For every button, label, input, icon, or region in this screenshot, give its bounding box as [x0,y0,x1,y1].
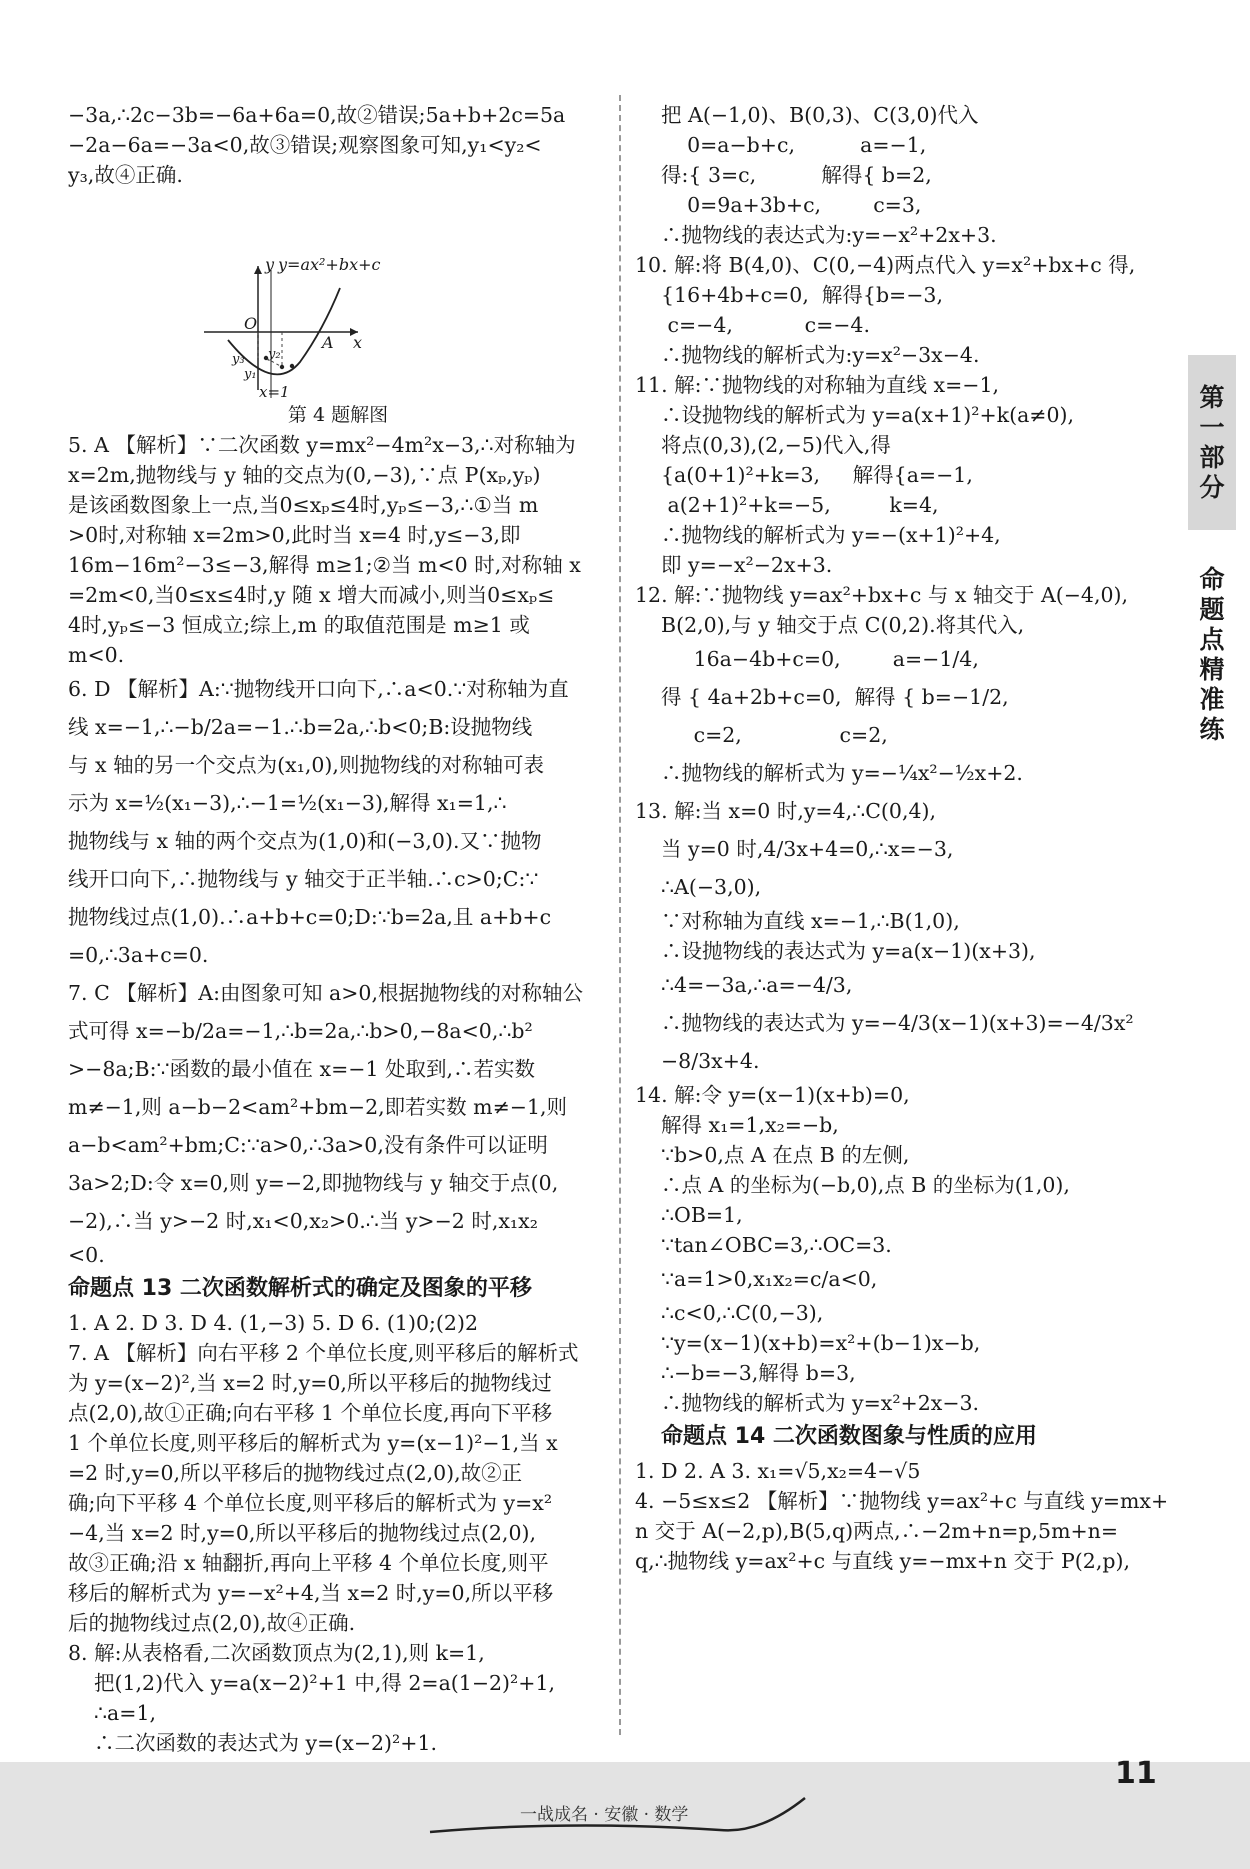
text-line: c=2, c=2, [661,723,888,747]
text-line: 当 y=0 时,4/3x+4=0,∴x=−3, [661,837,954,861]
text-line: ∴抛物线的解析式为 y=−¼x²−½x+2. [661,761,1023,785]
text-line: a−b<am²+bm;C:∵a>0,∴3a>0,没有条件可以证明 [68,1133,548,1157]
text-line: 与 x 轴的另一个交点为(x₁,0),则抛物线的对称轴可表 [68,753,544,777]
text-line: x=2m,抛物线与 y 轴的交点为(0,−3),∵点 P(xₚ,yₚ) [68,463,541,487]
side-tab-part [1188,355,1236,530]
text-line: {a(0+1)²+k=3, 解得{a=−1, [661,463,973,487]
column-divider [619,95,621,1735]
answer-block-q7 [68,974,608,1270]
text-line: 把 A(−1,0)、B(0,3)、C(3,0)代入 [661,103,979,127]
text-line: ∴−b=−3,解得 b=3, [661,1361,856,1385]
side-tab-char: 部 [1199,442,1225,472]
text-line: 抛物线过点(1,0).∴a+b+c=0;D:∵b=2a,且 a+b+c [68,905,552,929]
graph-origin: O [244,314,258,333]
text-line: ∴二次函数的表达式为 y=(x−2)²+1. [94,1731,438,1755]
text-line: 0=a−b+c, a=−1, [661,133,927,157]
text-line: 后的抛物线过点(2,0),故④正确. [68,1611,356,1635]
text-line: 式可得 x=−b/2a=−1,∴b=2a,∴b>0,−8a<0,∴b² [68,1019,533,1043]
parabola-figure [68,190,608,400]
text-line: q,∴抛物线 y=ax²+c 与直线 y=−mx+n 交于 P(2,p), [635,1549,1130,1573]
answer-block-q14 [635,1080,1180,1418]
text-line: m<0. [68,643,125,667]
side-tab-char: 题 [1199,595,1225,624]
answer-block-13-q7 [68,1338,608,1638]
text-line: ∵y=(x−1)(x+b)=x²+(b−1)x−b, [661,1331,981,1355]
text-line: ∴抛物线的解析式为:y=x²−3x−4. [661,343,980,367]
text-line: a(2+1)²+k=−5, k=4, [661,493,939,517]
side-tab-char: 精 [1199,655,1225,684]
text-line: 得:{ 3=c, 解得{ b=2, [661,163,932,187]
left-column [68,100,608,1788]
text-line: 故③正确;沿 x 轴翻折,再向上平移 4 个单位长度,则平 [68,1551,549,1575]
answer-block-q12 [635,580,1180,792]
text-line: =2 时,y=0,所以平移后的抛物线过点(2,0),故②正 [68,1461,523,1485]
text-line: m≠−1,则 a−b−2<am²+bm−2,即若实数 m≠−1,则 [68,1095,568,1119]
section-heading-14: 命题点 14 二次函数图象与性质的应用 [661,1424,1037,1449]
graph-equation: y=ax²+bx+c [278,255,381,274]
text-line: 7. C 【解析】A:由图象可知 a>0,根据抛物线的对称轴公 [68,981,583,1005]
answer-block-q4-end [68,100,608,190]
figure-caption: 第 4 题解图 [287,404,389,426]
answer-block-q9 [635,100,1180,250]
text-line: 为 y=(x−2)²,当 x=2 时,y=0,所以平移后的抛物线过 [68,1371,552,1395]
graph-y1-label: y₁ [244,367,257,382]
text-line: c=−4, c=−4. [661,313,870,337]
text-line: 移后的解析式为 y=−x²+4,当 x=2 时,y=0,所以平移 [68,1581,554,1605]
right-column [635,100,1180,1576]
text-line: −2),∴当 y>−2 时,x₁<0,x₂>0.∴当 y>−2 时,x₁x₂ [68,1209,538,1233]
text-line: ∵tan∠OBC=3,∴OC=3. [661,1233,892,1257]
side-tab-char: 分 [1199,472,1225,502]
text-line: ∴A(−3,0), [661,875,762,899]
text-line: ∴点 A 的坐标为(−b,0),点 B 的坐标为(1,0), [661,1173,1070,1197]
side-tab-char: 点 [1199,625,1225,654]
text-line: ∴a=1, [94,1701,157,1725]
text-line: 12. 解:∵抛物线 y=ax²+bx+c 与 x 轴交于 A(−4,0), [635,583,1129,607]
text-line: >−8a;B:∵函数的最小值在 x=−1 处取到,∴若实数 [68,1057,536,1081]
text-line: 11. 解:∵抛物线的对称轴为直线 x=−1, [635,373,1000,397]
text-line: 5. A 【解析】∵二次函数 y=mx²−4m²x−3,∴对称轴为 [68,433,576,457]
text-line: 7. A 【解析】向右平移 2 个单位长度,则平移后的解析式 [68,1341,579,1365]
text-line: 即 y=−x²−2x+3. [661,553,833,577]
side-tab-char: 命 [1199,565,1225,594]
text-line: ∴抛物线的表达式为 y=−4/3(x−1)(x+3)=−4/3x² [661,1011,1134,1035]
footer-brand: 一战成名 · 安徽 · 数学 [520,1805,689,1825]
answer-key-13: 1. A 2. D 3. D 4. (1,−3) 5. D 6. (1)0;(2)2 [68,1311,478,1335]
text-line: −4,当 x=2 时,y=0,所以平移后的抛物线过点(2,0), [68,1521,536,1545]
text-line: 1 个单位长度,则平移后的解析式为 y=(x−1)²−1,当 x [68,1431,558,1455]
text-line: ∴设抛物线的表达式为 y=a(x−1)(x+3), [661,939,1036,963]
text-line: ∵对称轴为直线 x=−1,∴B(1,0), [661,909,960,933]
answer-block-q11 [635,370,1180,580]
text-line: −3a,∴2c−3b=−6a+6a=0,故②错误;5a+b+2c=5a [68,103,566,127]
text-line: <0. [68,1243,105,1267]
side-tab-char: 一 [1199,412,1225,442]
text-line: ∴设抛物线的解析式为 y=a(x+1)²+k(a≠0), [661,403,1075,427]
side-tab-practice [1188,565,1236,745]
text-line: >0时,对称轴 x=2m>0,此时当 x=4 时,y≤−3,即 [68,523,521,547]
answer-block-q5 [68,430,608,670]
text-line: 点(2,0),故①正确;向右平移 1 个单位长度,再向下平移 [68,1401,553,1425]
text-line: B(2,0),与 y 轴交于点 C(0,2).将其代入, [661,613,1025,637]
graph-x-label: x [353,333,363,352]
text-line: 10. 解:将 B(4,0)、C(0,−4)两点代入 y=x²+bx+c 得, [635,253,1136,277]
text-line: n 交于 A(−2,p),B(5,q)两点,∴−2m+n=p,5m+n= [635,1519,1119,1543]
text-line: 解得 x₁=1,x₂=−b, [661,1113,839,1137]
page-number: 11 [1115,1756,1157,1791]
text-line: 8. 解:从表格看,二次函数顶点为(2,1),则 k=1, [68,1641,485,1665]
text-line: ∴抛物线的解析式为 y=x²+2x−3. [661,1391,980,1415]
text-line: 3a>2;D:令 x=0,则 y=−2,即抛物线与 y 轴交于点(0, [68,1171,559,1195]
text-line: ∴抛物线的表达式为:y=−x²+2x+3. [661,223,997,247]
text-line: =2m<0,当0≤x≤4时,y 随 x 增大而减小,则当0≤xₚ≤ [68,583,555,607]
side-tab-char: 第 [1199,382,1225,412]
graph-y2-label: y₂ [268,347,281,362]
text-line: 示为 x=½(x₁−3),∴−1=½(x₁−3),解得 x₁=1,∴ [68,791,507,815]
text-line: 把(1,2)代入 y=a(x−2)²+1 中,得 2=a(1−2)²+1, [94,1671,556,1695]
answer-key-14: 1. D 2. A 3. x₁=√5,x₂=4−√5 [635,1459,921,1483]
text-line: ∴OB=1, [661,1203,743,1227]
graph-axis-label: x=1 [259,383,290,401]
text-line: 线开口向下,∴抛物线与 y 轴交于正半轴.∴c>0;C:∵ [68,867,539,891]
text-line: y₃,故④正确. [68,163,183,187]
text-line: 4时,yₚ≤−3 恒成立;综上,m 的取值范围是 m≥1 或 [68,613,530,637]
answer-block-q6 [68,670,608,974]
text-line: 13. 解:当 x=0 时,y=4,∴C(0,4), [635,799,937,823]
text-line: 抛物线与 x 轴的两个交点为(1,0)和(−3,0).又∵抛物 [68,829,542,853]
text-line: 16m−16m²−3≤−3,解得 m≥1;②当 m<0 时,对称轴 x [68,553,581,577]
answer-block-14-q4 [635,1486,1180,1576]
parabola-graph [68,190,608,400]
text-line: 16a−4b+c=0, a=−1/4, [661,647,979,671]
text-line: ∴4=−3a,∴a=−4/3, [661,973,853,997]
text-line: ∵b>0,点 A 在点 B 的左侧, [661,1143,910,1167]
text-line: 确;向下平移 4 个单位长度,则平移后的解析式为 y=x² [68,1491,553,1515]
text-line: −8/3x+4. [661,1049,760,1073]
text-line: 得 { 4a+2b+c=0, 解得 { b=−1/2, [661,685,1009,709]
text-line: 4. −5≤x≤2 【解析】∵抛物线 y=ax²+c 与直线 y=mx+ [635,1489,1169,1513]
text-line: −2a−6a=−3a<0,故③错误;观察图象可知,y₁<y₂< [68,133,542,157]
text-line: 将点(0,3),(2,−5)代入,得 [661,433,891,457]
side-tab-char: 准 [1199,685,1225,714]
text-line: 14. 解:令 y=(x−1)(x+b)=0, [635,1083,910,1107]
text-line: 6. D 【解析】A:∵抛物线开口向下,∴a<0.∵对称轴为直 [68,677,569,701]
graph-y3-label: y₃ [232,352,245,367]
text-line: ∴c<0,∴C(0,−3), [661,1301,824,1325]
text-line: {16+4b+c=0, 解得{b=−3, [661,283,943,307]
answer-block-q10 [635,250,1180,370]
text-line: 线 x=−1,∴−b/2a=−1.∴b=2a,∴b<0;B:设抛物线 [68,715,533,739]
graph-point-a: A [322,333,334,352]
text-line: 是该函数图象上一点,当0≤xₚ≤4时,yₚ≤−3,∴①当 m [68,493,539,517]
section-heading-13: 命题点 13 二次函数解析式的确定及图象的平移 [68,1276,532,1301]
side-tab-char: 练 [1199,715,1225,744]
answer-block-q13 [635,792,1180,1080]
text-line: ∴抛物线的解析式为 y=−(x+1)²+4, [661,523,1001,547]
graph-y-label: y [265,255,275,274]
text-line: =0,∴3a+c=0. [68,943,209,967]
text-line: 0=9a+3b+c, c=3, [661,193,922,217]
text-line: ∵a=1>0,x₁x₂=c/a<0, [661,1267,878,1291]
